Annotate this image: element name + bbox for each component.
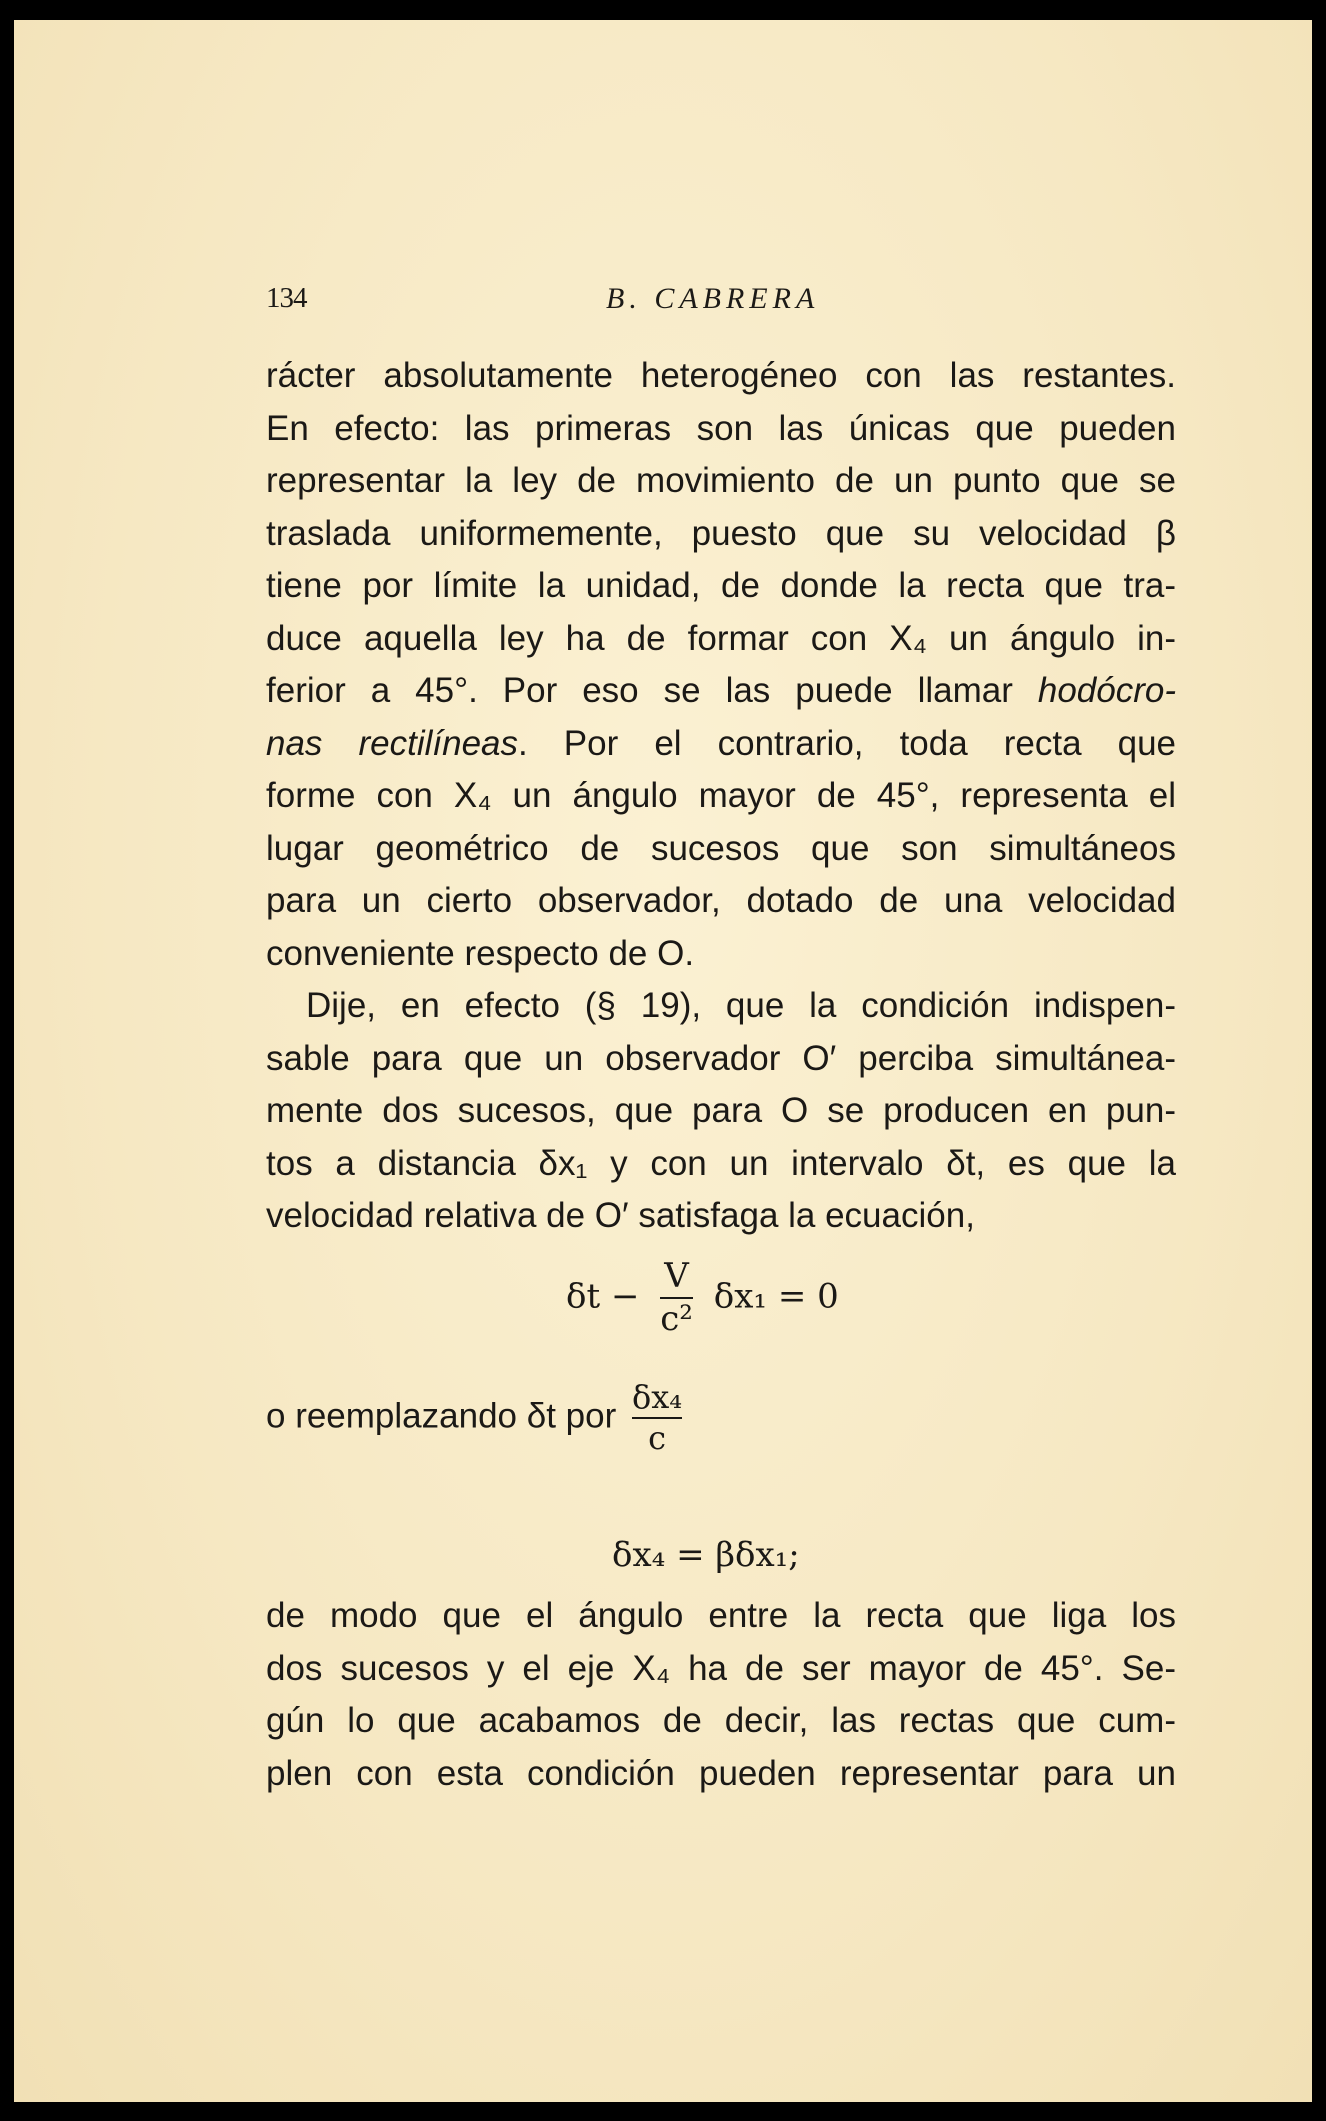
- replacement-numerator: δx₄: [631, 1378, 683, 1416]
- paragraph-1: [266, 350, 1176, 980]
- replacement-denominator: c: [648, 1419, 667, 1458]
- equation-1-lhs: δt −: [566, 1276, 640, 1317]
- text-line: traslada uniformemente, puesto que su velocidad β: [266, 513, 1176, 553]
- text-line: lugar geométrico de sucesos que son simultáneos: [266, 828, 1176, 868]
- body-text-continued: [266, 1590, 1176, 1800]
- text-line: gún lo que acabamos de decir, las rectas que cum-: [266, 1701, 1176, 1740]
- text-line: duce aquella ley ha de formar con X₄ un ángulo in-: [266, 618, 1176, 658]
- text-line: para un cierto observador, dotado de una velocidad: [266, 881, 1176, 920]
- equation-1-rhs: δx₁ = 0: [713, 1276, 839, 1317]
- text-line: Dije, en efecto (§ 19), que la condición indispen-: [306, 986, 1176, 1025]
- replacement-line: [266, 1380, 682, 1456]
- text-line: En efecto: las primeras son las únicas que pueden: [266, 408, 1176, 448]
- text-line: dos sucesos y el eje X₄ ha de ser mayor de 45°. Se-: [266, 1648, 1176, 1688]
- text-line: mente dos sucesos, que para O se producen en pun-: [266, 1091, 1176, 1130]
- body-text: [266, 350, 1176, 1243]
- replacement-text: o reemplazando δt por: [266, 1396, 617, 1436]
- replacement-fraction: [632, 1380, 682, 1456]
- equation-1-denominator: c²: [660, 1299, 693, 1340]
- italic-term: nas rectilíneas: [266, 723, 519, 763]
- text-line: tiene por límite la unidad, de donde la recta que tra-: [266, 566, 1176, 605]
- text-line: sable para que un observador O′ perciba simultánea-: [266, 1038, 1176, 1078]
- italic-term: hodócro-: [1037, 671, 1176, 710]
- paragraph-3: [266, 1590, 1176, 1800]
- running-head: B. CABRERA: [606, 282, 820, 315]
- page-number: 134: [266, 282, 307, 314]
- book-page: [14, 20, 1312, 2102]
- paragraph-2: [266, 980, 1176, 1243]
- equation-2: δx₄ = βδx₁;: [612, 1535, 800, 1575]
- equation-1: [566, 1258, 839, 1339]
- text-line: de modo que el ángulo entre la recta que liga los: [266, 1596, 1176, 1635]
- text-line: nas rectilíneas. Por el contrario, toda recta que: [266, 723, 1177, 763]
- text-line: tos a distancia δx₁ y con un intervalo δt, es que la: [266, 1143, 1176, 1183]
- equation-1-fraction: [660, 1258, 693, 1339]
- text-line: forme con X₄ un ángulo mayor de 45°, representa el: [266, 776, 1176, 815]
- text-line: conveniente respecto de O.: [266, 933, 695, 973]
- equation-1-numerator: V: [664, 1256, 689, 1296]
- text-line: ferior a 45°. Por eso se las puede llamar hodócro-: [266, 671, 1176, 710]
- text-line: representar la ley de movimiento de un punto que se: [266, 461, 1176, 500]
- text-line: rácter absolutamente heterogéneo con las restantes.: [266, 356, 1176, 395]
- text-line: plen con esta condición pueden representar para un: [266, 1753, 1176, 1793]
- text-line: velocidad relativa de O′ satisfaga la ecuación,: [266, 1196, 975, 1235]
- page-header: [266, 282, 1166, 322]
